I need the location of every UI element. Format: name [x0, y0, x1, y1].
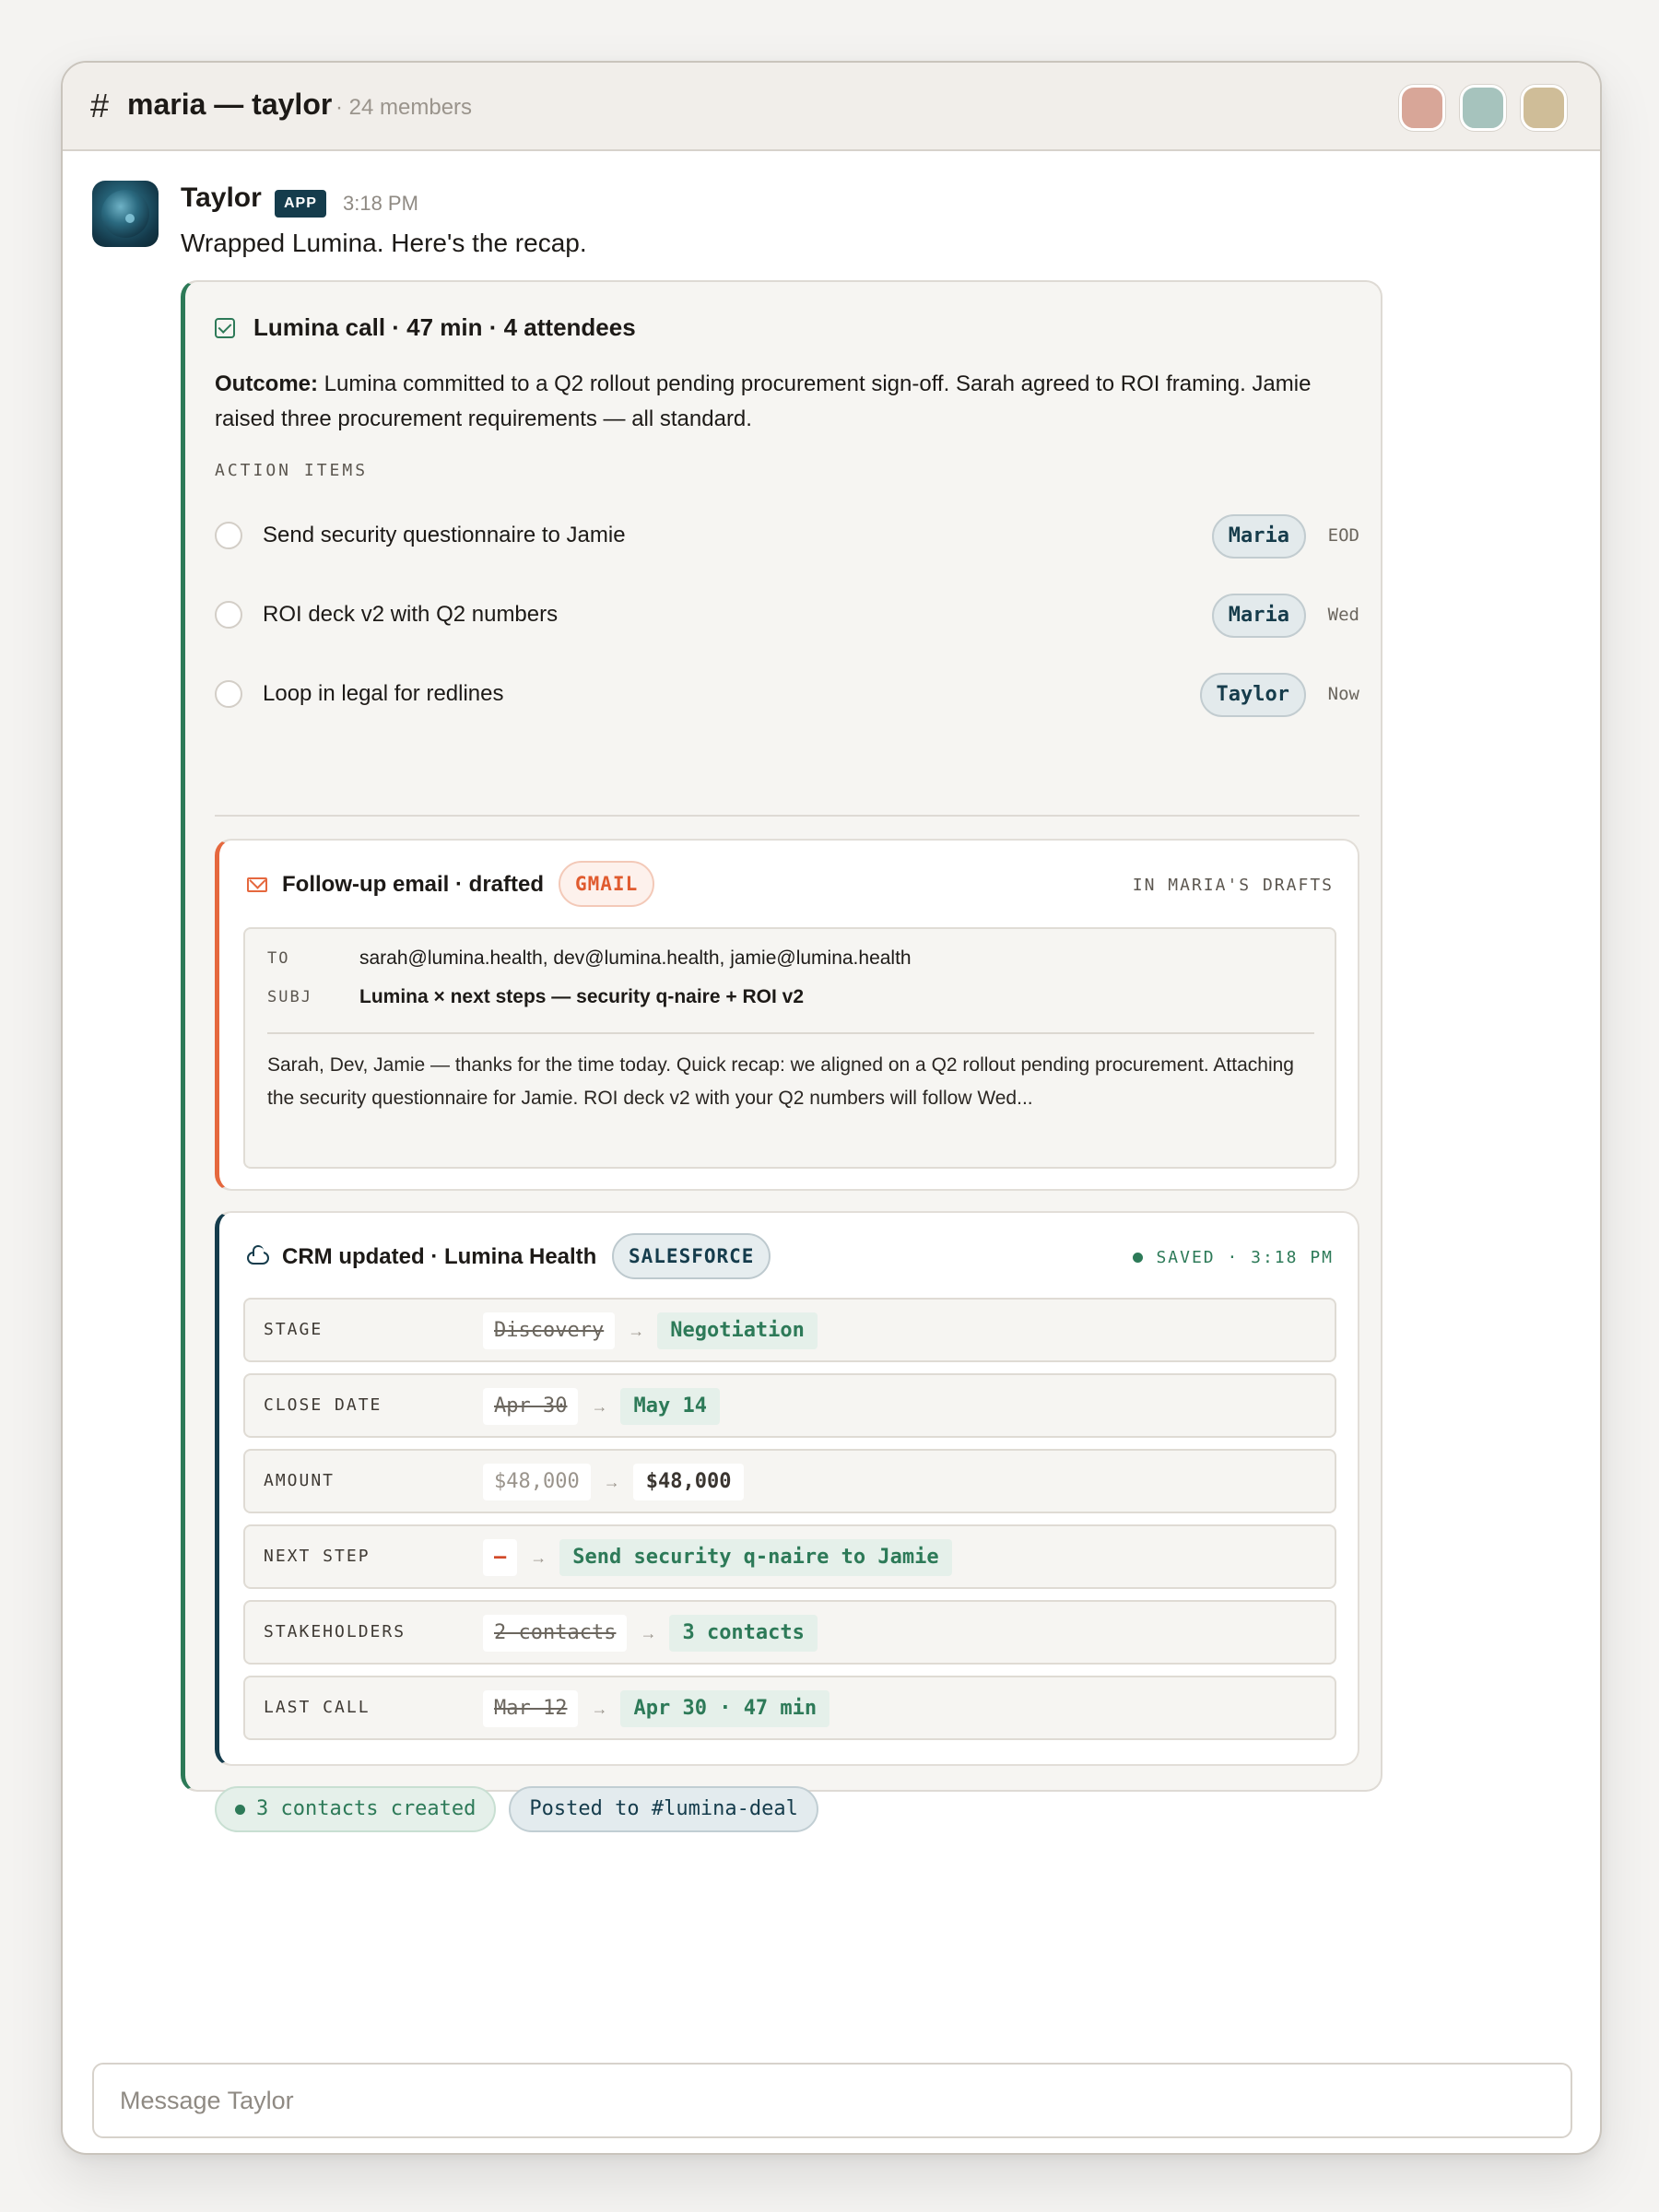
subject-line: Lumina × next steps — security q-naire + ROI v2	[359, 986, 804, 1007]
due-label: Now	[1327, 684, 1359, 704]
section-divider	[215, 815, 1359, 817]
arrow-right-icon: →	[603, 1472, 620, 1491]
salesforce-badge: SALESFORCE	[612, 1233, 771, 1279]
action-text: Send security questionnaire to Jamie	[263, 523, 626, 547]
crm-update-card[interactable]	[215, 1211, 1359, 1766]
recap-header	[215, 313, 636, 342]
member-avatar[interactable]	[1460, 85, 1506, 131]
email-draft-card[interactable]	[215, 839, 1359, 1191]
old-value: —	[483, 1539, 517, 1576]
crm-field-label: STAGE	[264, 1320, 324, 1339]
arrow-right-icon: →	[628, 1321, 645, 1340]
action-checkbox[interactable]	[215, 680, 242, 708]
contacts-created-pill[interactable]	[215, 1786, 496, 1832]
cloud-icon	[247, 1252, 269, 1265]
action-text: Loop in legal for redlines	[263, 681, 504, 706]
crm-field-row	[243, 1600, 1336, 1665]
new-value: 3 contacts	[669, 1615, 817, 1652]
old-value: Apr 30	[483, 1388, 578, 1425]
contacts-created-text: 3 contacts created	[256, 1797, 477, 1820]
recap-card	[181, 280, 1382, 1820]
member-avatar[interactable]	[1399, 85, 1445, 131]
crm-field-label: STAKEHOLDERS	[264, 1622, 406, 1641]
crm-field-change	[483, 1539, 952, 1576]
mail-icon	[247, 877, 267, 892]
crm-field-change	[483, 1615, 818, 1652]
member-avatar[interactable]	[1521, 85, 1567, 131]
outcome-summary	[215, 367, 1367, 437]
outcome-text: Lumina committed to a Q2 rollout pending procurement sign-off. Sarah agreed to ROI framing. Jamie raised three procurement requirements — all standard.	[215, 371, 1312, 431]
saved-status	[1133, 1248, 1334, 1267]
status-pills	[215, 1786, 818, 1832]
crm-field-row	[243, 1449, 1336, 1513]
crm-field-label: NEXT STEP	[264, 1547, 371, 1566]
gmail-badge: GMAIL	[559, 861, 654, 907]
message-input[interactable]	[92, 2063, 1572, 2138]
crm-field-change	[483, 1464, 744, 1500]
crm-field-row	[243, 1298, 1336, 1362]
bot-avatar[interactable]	[92, 181, 159, 247]
to-label: TO	[267, 949, 290, 968]
arrow-right-icon: →	[640, 1623, 657, 1642]
new-value: $48,000	[633, 1464, 745, 1500]
posted-channel-pill[interactable]: Posted to #lumina-deal	[509, 1786, 818, 1832]
subject-label: SUBJ	[267, 988, 312, 1006]
crm-field-row	[243, 1676, 1336, 1740]
status-dot-icon	[235, 1805, 245, 1815]
action-checkbox[interactable]	[215, 601, 242, 629]
crm-field-row	[243, 1373, 1336, 1438]
action-items-list	[215, 500, 1359, 737]
crm-field-label: CLOSE DATE	[264, 1395, 382, 1415]
assignee-chip[interactable]: Maria	[1212, 514, 1306, 559]
message-timestamp[interactable]: 3:18 PM	[343, 192, 418, 215]
channel-hash-icon: #	[90, 87, 110, 124]
orb-icon	[101, 190, 149, 238]
email-card-title: Follow-up email · drafted	[282, 872, 545, 897]
action-item	[215, 500, 1359, 579]
email-divider	[267, 1032, 1314, 1034]
outcome-label: Outcome:	[215, 371, 319, 396]
due-label: EOD	[1327, 525, 1359, 546]
old-value: $48,000	[483, 1464, 591, 1500]
arrow-right-icon: →	[530, 1547, 547, 1567]
old-value: 2 contacts	[483, 1615, 627, 1652]
arrow-right-icon: →	[591, 1699, 608, 1718]
channel-title[interactable]: maria — taylor	[127, 88, 333, 121]
old-value: Mar 12	[483, 1690, 578, 1727]
crm-field-row	[243, 1524, 1336, 1589]
new-value: Send security q-naire to Jamie	[559, 1539, 951, 1576]
action-items-label: ACTION ITEMS	[215, 461, 369, 480]
app-badge: APP	[275, 190, 326, 218]
email-body-preview: Sarah, Dev, Jamie — thanks for the time today. Quick recap: we aligned on a Q2 rollout pending procurement. Attaching the security questionnaire for Jamie. ROI deck v2 with your Q2 numbers will follow Wed...	[267, 1054, 1294, 1109]
new-value: Negotiation	[657, 1312, 818, 1349]
crm-field-change	[483, 1312, 818, 1349]
saved-dot-icon	[1133, 1253, 1143, 1263]
crm-field-label: AMOUNT	[264, 1471, 335, 1490]
assignee-chip[interactable]: Taylor	[1200, 673, 1306, 717]
arrow-right-icon: →	[591, 1396, 608, 1416]
saved-status-text: SAVED · 3:18 PM	[1156, 1248, 1334, 1267]
due-label: Wed	[1327, 605, 1359, 625]
sender-name[interactable]: Taylor	[181, 182, 262, 213]
action-item	[215, 579, 1359, 658]
chat-window	[61, 61, 1602, 2155]
crm-field-label: LAST CALL	[264, 1698, 371, 1717]
action-item	[215, 658, 1359, 737]
recap-title: Lumina call · 47 min · 4 attendees	[253, 313, 636, 341]
action-text: ROI deck v2 with Q2 numbers	[263, 602, 559, 627]
checkbox-checked-icon	[215, 318, 235, 338]
channel-header	[63, 63, 1600, 151]
member-count[interactable]: · 24 members	[335, 95, 473, 120]
new-value: Apr 30 · 47 min	[620, 1690, 830, 1727]
old-value: Discovery	[483, 1312, 615, 1349]
assignee-chip[interactable]: Maria	[1212, 594, 1306, 638]
to-recipients: sarah@lumina.health, dev@lumina.health, jamie@lumina.health	[359, 947, 912, 969]
member-avatars[interactable]	[1399, 85, 1567, 131]
crm-field-change	[483, 1690, 830, 1727]
drafts-location[interactable]: IN MARIA'S DRAFTS	[1132, 876, 1334, 895]
crm-field-change	[483, 1388, 720, 1425]
email-preview-box[interactable]	[243, 927, 1336, 1169]
action-checkbox[interactable]	[215, 522, 242, 549]
orb-highlight	[125, 214, 135, 223]
new-value: May 14	[620, 1388, 719, 1425]
message-text: Wrapped Lumina. Here's the recap.	[181, 229, 587, 257]
crm-card-title: CRM updated · Lumina Health	[282, 1244, 597, 1269]
crm-field-list	[243, 1298, 1336, 1751]
